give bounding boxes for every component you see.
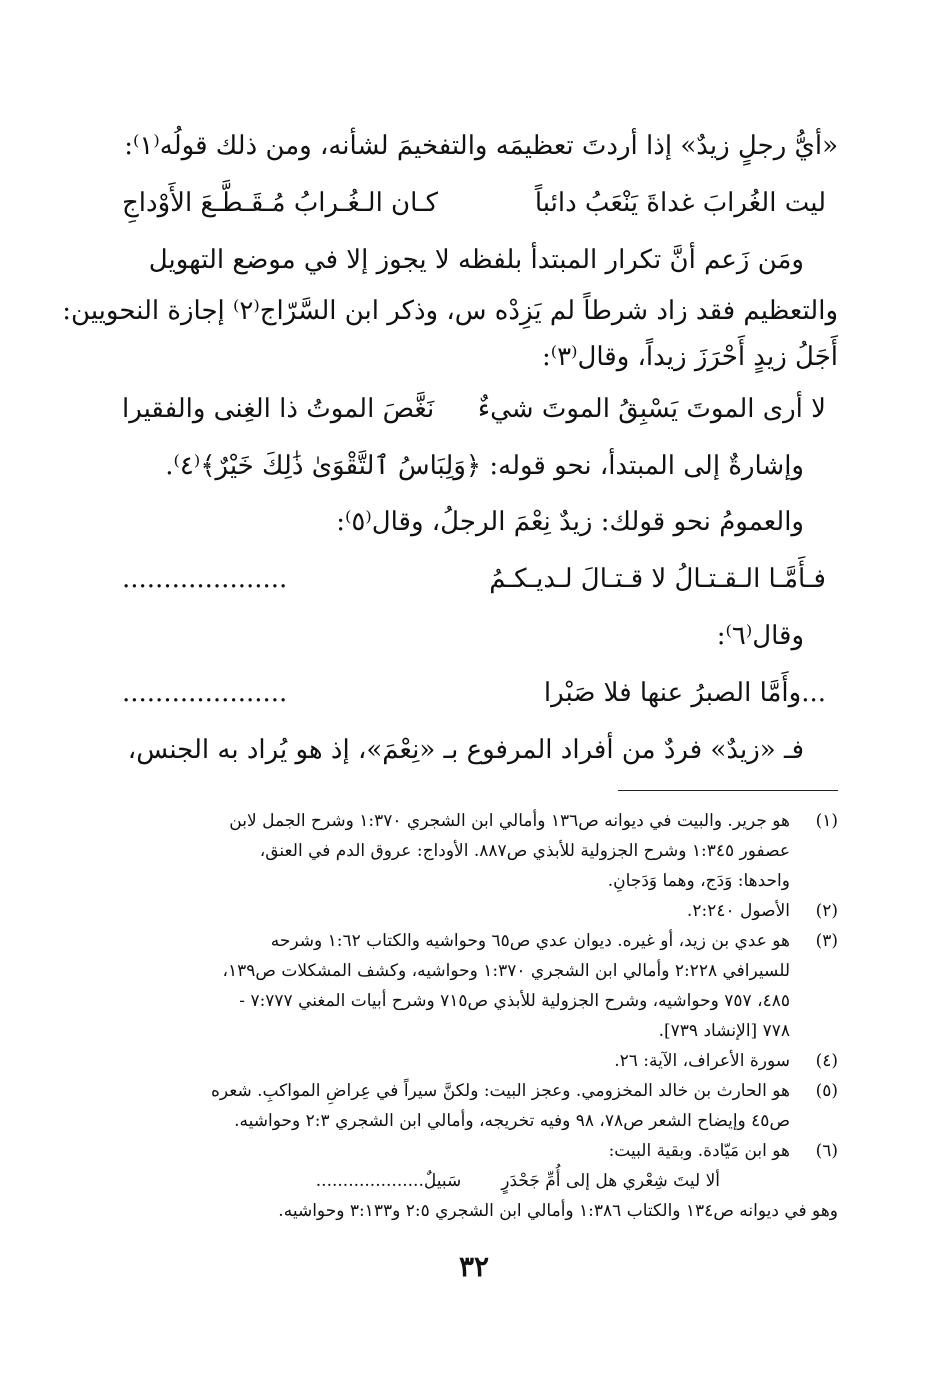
footnotes: [110, 806, 838, 1226]
verse-second-hemistich: كـان الـغُـرابُ مُـقَـطَّـعَ الأَوْداجِ: [122, 188, 439, 218]
verse: [110, 174, 838, 232]
verse: [110, 550, 838, 608]
footnote-line: هو ابن مَيّادة. وبقية البيت:: [608, 1141, 790, 1161]
footnote: [110, 926, 838, 1046]
footnote: [110, 896, 838, 926]
text-line: «أيُّ رجلٍ زيدٌ» إذا أردتَ تعظيمَه والتفخيمَ لشأنه، ومن ذلك قولُه⁽١⁾:: [124, 131, 838, 161]
footnote-number: (٤): [815, 1051, 838, 1071]
page-number: ٣٢: [458, 1250, 490, 1283]
footnote-line: ٧٧٨ [الإنشاد ٧٣٩].: [658, 1021, 790, 1041]
footnote: [110, 1046, 838, 1076]
text-line: وإشارةٌ إلى المبتدأ، نحو قوله: ﴿وَلِبَاسُ ٱلتَّقْوَىٰ ذَٰلِكَ خَيْرٌ﴾⁽٤⁾.: [165, 451, 804, 481]
text-line: فـ «زيدٌ» فردٌ من أفراد المرفوع بـ «نِعْمَ»، إذ هو يُراد به الجنس،: [127, 735, 804, 765]
verse-first-hemistich: لا أرى الموتَ يَسْبِقُ الموتَ شيءٌ: [477, 394, 826, 424]
text-line: والعمومُ نحو قولك: زيدٌ نِعْمَ الرجلُ، وقال⁽٥⁾:: [336, 507, 804, 537]
footnote-number: (٢): [815, 901, 838, 921]
verse-second-hemistich: ...وأَمَّا الصبرُ عنها فلا صَبْرا: [543, 678, 826, 708]
footnote-number: (٦): [815, 1141, 838, 1161]
verse-second-hemistich: نَغَّصَ الموتُ ذا الغِنى والفقيرا: [122, 394, 435, 424]
verse-first-hemistich: ليت الغُرابَ غداةَ يَنْعَبُ دائباً: [534, 188, 826, 218]
footnote-line: سورة الأعراف، الآية: ٢٦.: [614, 1051, 790, 1071]
footnote: [110, 1076, 838, 1136]
footnote-continuation: [110, 1196, 838, 1226]
footnote-line: ٤٨٥، ٧٥٧ وحواشيه، وشرح الجزولية للأبذي ص٧١٥ وشرح أبيات المغني ٧:٧٧٧ -: [239, 991, 790, 1011]
footnote-number: (٥): [815, 1081, 838, 1101]
footnote-line: هو الحارث بن خالد المخزومي. وعجز البيت: ولكنَّ سيراً في عِراضِ المواكبِ. شعره: [210, 1081, 790, 1101]
footnote-line: هو عدي بن زيد، أو غيره. ديوان عدي ص٦٥ وحواشيه والكتاب ١:٦٢ وشرحه: [270, 931, 790, 951]
verse-first-hemistich: فـأَمَّـا الـقـتـالُ لا قـتـالَ لـديـكـمُ: [489, 564, 826, 594]
footnote-verse: [110, 1166, 790, 1196]
footnote-divider: [618, 790, 838, 791]
verse-first-hemistich: ألا ليتَ شِعْري هل إلى أُمِّ جَحْدَرٍ: [501, 1171, 720, 1191]
verse: [110, 664, 838, 722]
footnote-number: (٣): [815, 931, 838, 951]
footnote-line: للسيرافي ٢:٢٢٨ وأمالي ابن الشجري ١:٣٧٠ وحواشيه، وكشف المشكلات ص١٣٩،: [222, 961, 790, 981]
text-line: ومَن زَعم أنَّ تكرار المبتدأ بلفظه لا يجوز إلا في موضع التهويل: [148, 245, 804, 275]
footnote-line: الأصول ٢:٢٤٠.: [686, 901, 790, 921]
verse-second-hemistich: ....................: [122, 564, 288, 594]
footnote: [110, 1136, 838, 1196]
footnote-line: واحدها: وَدَج، وهما وَدَجانِ.: [607, 871, 790, 891]
main-text: [62, 118, 838, 778]
footnote-line: ص٤٥ وإيضاح الشعر ص٧٨، ٩٨ وفيه تخريجه، وأمالي ابن الشجري ٢:٣ وحواشيه.: [234, 1111, 790, 1131]
text-line: والتعظيم فقد زاد شرطاً لم يَزِدْه س، وذكر ابن السَّرّاج⁽٢⁾ إجازة النحويين:: [62, 296, 838, 326]
verse-second-hemistich: سَبيلٌ....................: [315, 1171, 462, 1191]
footnote-line: عصفور ١:٣٤٥ وشرح الجزولية للأبذي ص٨٨٧. الأوداج: عروق الدم في العنق،: [259, 841, 790, 861]
footnote-line: هو جرير. والبيت في ديوانه ص١٣٦ وأمالي ابن الشجري ١:٣٧٠ وشرح الجمل لابن: [229, 811, 790, 831]
text-line: وقال⁽٦⁾:: [716, 621, 804, 651]
footnote: [110, 806, 838, 896]
verse-first-hemistich: ....................: [122, 678, 288, 708]
footnote-number: (١): [815, 811, 838, 831]
footnote-line: وهو في ديوانه ص١٣٤ والكتاب ١:٣٨٦ وأمالي ابن الشجري ٢:٥ و٣:١٣٣ وحواشيه.: [278, 1201, 838, 1221]
text-line: أَجَلُ زيدٍ أَحْرَزَ زيداً، وقال⁽٣⁾:: [541, 342, 838, 372]
verse: [110, 380, 838, 438]
